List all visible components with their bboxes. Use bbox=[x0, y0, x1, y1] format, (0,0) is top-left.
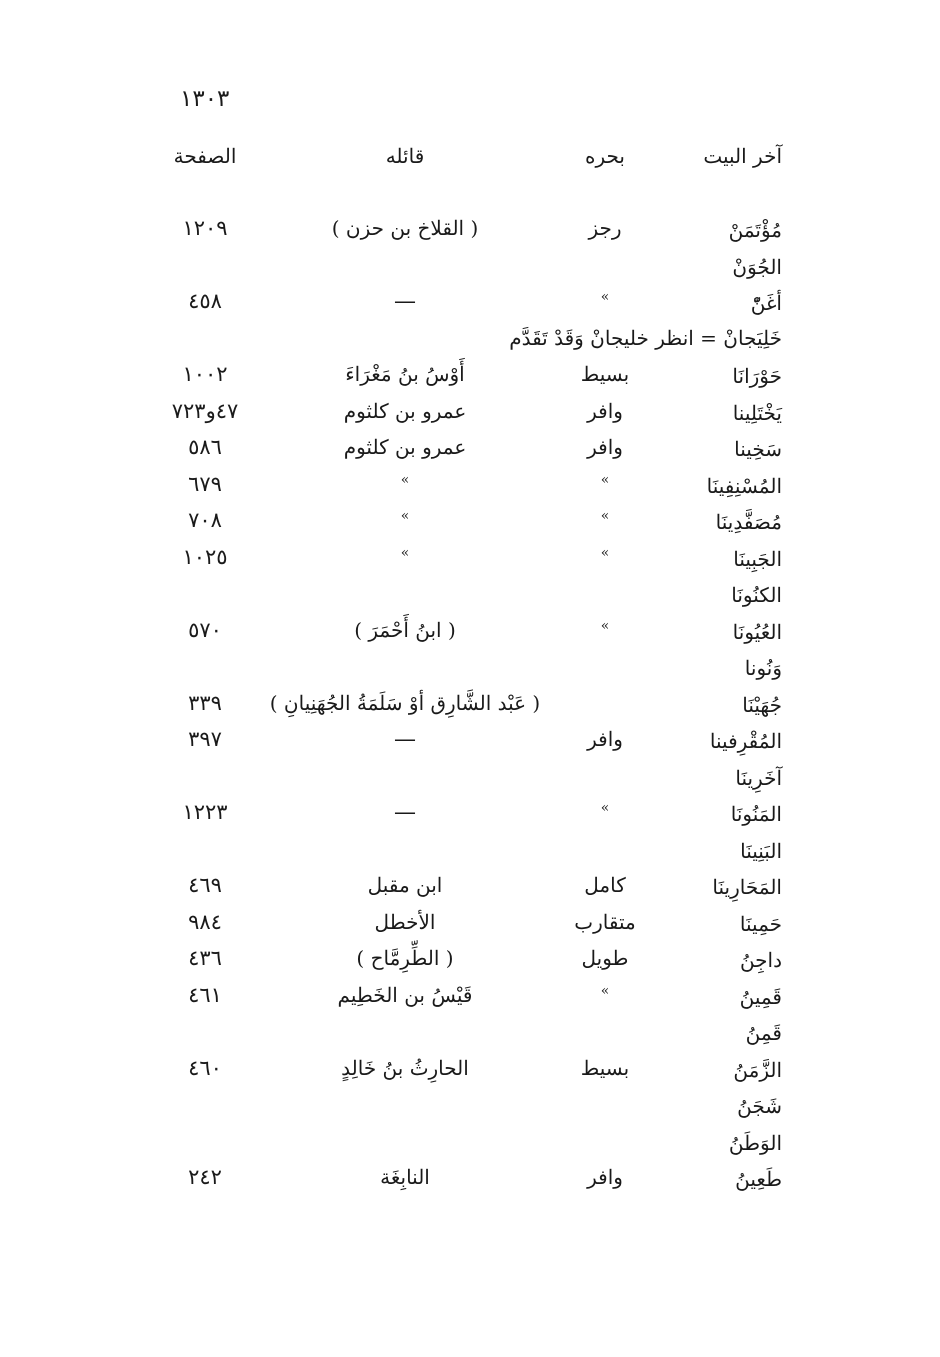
table-row bbox=[0, 938, 940, 975]
table-row bbox=[0, 1048, 940, 1085]
table-row bbox=[0, 573, 940, 610]
page-cell: ١٠٠٢ bbox=[182, 362, 228, 386]
verse-end-cell: المُقْرِفينا bbox=[709, 729, 782, 753]
meter-cell: متقارب bbox=[574, 909, 636, 934]
header-meter: بحره bbox=[585, 144, 625, 168]
poet-cell: ( عَبْد الشَّارِق أوْ سَلَمَةُ الجُهَنِيانِ ) bbox=[269, 690, 541, 715]
table-row bbox=[0, 245, 940, 282]
meter-cell: وافر bbox=[587, 727, 623, 751]
verse-end-cell: المَنُونَا bbox=[730, 802, 782, 826]
poet-cell: عمرو بن كلثوم bbox=[343, 398, 467, 423]
table-row bbox=[0, 829, 940, 866]
page-cell: ٤٦٩ bbox=[188, 873, 222, 897]
table-row bbox=[0, 719, 940, 756]
header-page: الصفحة bbox=[173, 144, 237, 168]
verse-end-cell: مُؤْتَمَنْ bbox=[728, 218, 782, 242]
page-cell: ٤٣٦ bbox=[188, 946, 222, 970]
verse-end-cell: طَعِينُ bbox=[735, 1167, 782, 1191]
header-verse-end: آخر البيت bbox=[703, 144, 782, 168]
table-row bbox=[0, 792, 940, 829]
poet-cell: — bbox=[394, 800, 416, 825]
verse-end-cell: آخَرِينَا bbox=[735, 765, 782, 790]
meter-cell: » bbox=[600, 544, 610, 561]
verse-end-cell: المَحَارِينَا bbox=[712, 875, 782, 899]
cross-reference-note: خَلِيَجانْ = انظر خليجانْ وَقَدْ تَقَدَّم bbox=[509, 325, 782, 350]
page-number: ١٣٠٣ bbox=[180, 86, 230, 112]
poet-cell: الأخطل bbox=[374, 909, 436, 934]
meter-cell: وافر bbox=[587, 435, 623, 459]
verse-end-cell: قَمِنُ bbox=[745, 1021, 782, 1045]
verse-end-cell: البَنِينَا bbox=[740, 838, 782, 863]
poet-cell: عمرو بن كلثوم bbox=[343, 435, 467, 459]
index-table bbox=[0, 208, 940, 1194]
meter-cell: بسيط bbox=[580, 362, 630, 386]
table-row bbox=[0, 902, 940, 939]
meter-cell: وافر bbox=[587, 398, 623, 423]
page-cell: ٥٨٦ bbox=[188, 435, 222, 459]
page-cell: ٥٧٠ bbox=[188, 617, 222, 642]
header-poet: قائله bbox=[385, 144, 425, 168]
page-cell: ٣٩٧ bbox=[188, 727, 222, 751]
table-row bbox=[0, 1011, 940, 1048]
verse-end-cell: مُصَفَّدِينَا bbox=[715, 510, 782, 534]
table-row bbox=[0, 646, 940, 683]
table-row bbox=[0, 683, 940, 720]
table-row bbox=[0, 500, 940, 537]
verse-end-cell: شَجَنُ bbox=[737, 1094, 782, 1118]
poet-cell: — bbox=[394, 289, 416, 314]
meter-cell: رجز bbox=[588, 216, 622, 240]
poet-cell: ابن مقبل bbox=[367, 873, 443, 897]
page-cell: ٢٤٢ bbox=[188, 1165, 222, 1189]
page-cell: ٤٧و٧٢٣ bbox=[171, 398, 239, 423]
verse-end-cell: الوَطَنُ bbox=[728, 1130, 782, 1155]
page-cell: ٤٦١ bbox=[188, 982, 222, 1007]
meter-cell: » bbox=[600, 471, 610, 488]
verse-end-cell: الجُوَنْ bbox=[732, 254, 782, 279]
verse-end-cell: حَوْرَانَا bbox=[732, 364, 782, 388]
page-cell: ٦٧٩ bbox=[188, 471, 222, 496]
table-row bbox=[0, 537, 940, 574]
verse-end-cell: العُيُونَا bbox=[732, 619, 782, 644]
table-row bbox=[0, 427, 940, 464]
meter-cell: » bbox=[600, 508, 610, 524]
verse-end-cell: الزَّمَنُ bbox=[733, 1057, 782, 1082]
poet-cell: » bbox=[400, 544, 410, 561]
table-row bbox=[0, 1121, 940, 1158]
page-cell: ٤٦٠ bbox=[188, 1055, 222, 1080]
table-row bbox=[0, 354, 940, 391]
table-row bbox=[0, 1157, 940, 1194]
page-cell: ٩٨٤ bbox=[188, 909, 222, 934]
page-cell: ٣٣٩ bbox=[188, 690, 222, 715]
meter-cell: » bbox=[600, 982, 610, 999]
verse-end-cell: حَمِينَا bbox=[739, 911, 782, 936]
cross-reference-row bbox=[0, 318, 940, 355]
poet-cell: النابِغَة bbox=[380, 1165, 430, 1189]
meter-cell: » bbox=[600, 289, 610, 305]
poet-cell: أَوْسُ بنُ مَغْرَاءَ bbox=[345, 362, 465, 386]
table-row bbox=[0, 1084, 940, 1121]
table-row bbox=[0, 610, 940, 647]
verse-end-cell: الجَبِينَا bbox=[733, 546, 782, 571]
page-cell: ٧٠٨ bbox=[188, 508, 222, 532]
poet-cell: الحارِثُ بنُ خَالِدٍ bbox=[341, 1055, 469, 1080]
page-cell: ٤٥٨ bbox=[188, 289, 222, 313]
verse-end-cell: جُهَيْنَا bbox=[742, 692, 782, 717]
poet-cell: ( ابنُ أَحْمَرَ ) bbox=[354, 617, 456, 642]
poet-cell: ( القلاخ بن حزن ) bbox=[331, 216, 479, 240]
meter-cell: طويل bbox=[581, 946, 629, 970]
verse-end-cell: داجِنُ bbox=[739, 948, 782, 972]
meter-cell: » bbox=[600, 800, 610, 816]
meter-cell: وافر bbox=[587, 1165, 623, 1189]
table-row bbox=[0, 975, 940, 1012]
verse-end-cell: أغَنّْ bbox=[750, 291, 782, 315]
verse-end-cell: قَمِينُ bbox=[739, 984, 782, 1009]
table-header bbox=[0, 144, 940, 184]
poet-cell: — bbox=[394, 727, 416, 752]
page-cell: ١٢٢٣ bbox=[182, 800, 228, 824]
page-cell: ١٠٢٥ bbox=[182, 544, 228, 569]
verse-end-cell: يَخْتَلِينا bbox=[732, 400, 782, 425]
table-row bbox=[0, 281, 940, 318]
poet-cell: قَيْسُ بن الخَطِيم bbox=[337, 982, 473, 1007]
meter-cell: بسيط bbox=[580, 1055, 630, 1080]
table-row bbox=[0, 464, 940, 501]
table-row bbox=[0, 208, 940, 245]
meter-cell: كامل bbox=[584, 873, 626, 897]
table-row bbox=[0, 756, 940, 793]
poet-cell: » bbox=[400, 471, 410, 488]
verse-end-cell: الكنُونَا bbox=[731, 583, 782, 607]
verse-end-cell: المُسْنِفِينَا bbox=[706, 473, 782, 498]
poet-cell: » bbox=[400, 508, 410, 524]
verse-end-cell: وَنُونا bbox=[744, 656, 782, 680]
table-row bbox=[0, 865, 940, 902]
poet-cell: ( الطِّرِمَّاح ) bbox=[356, 946, 454, 970]
verse-end-cell: سَخِينا bbox=[734, 437, 782, 461]
table-row bbox=[0, 391, 940, 428]
meter-cell: » bbox=[600, 617, 610, 634]
page-cell: ١٢٠٩ bbox=[182, 216, 228, 240]
